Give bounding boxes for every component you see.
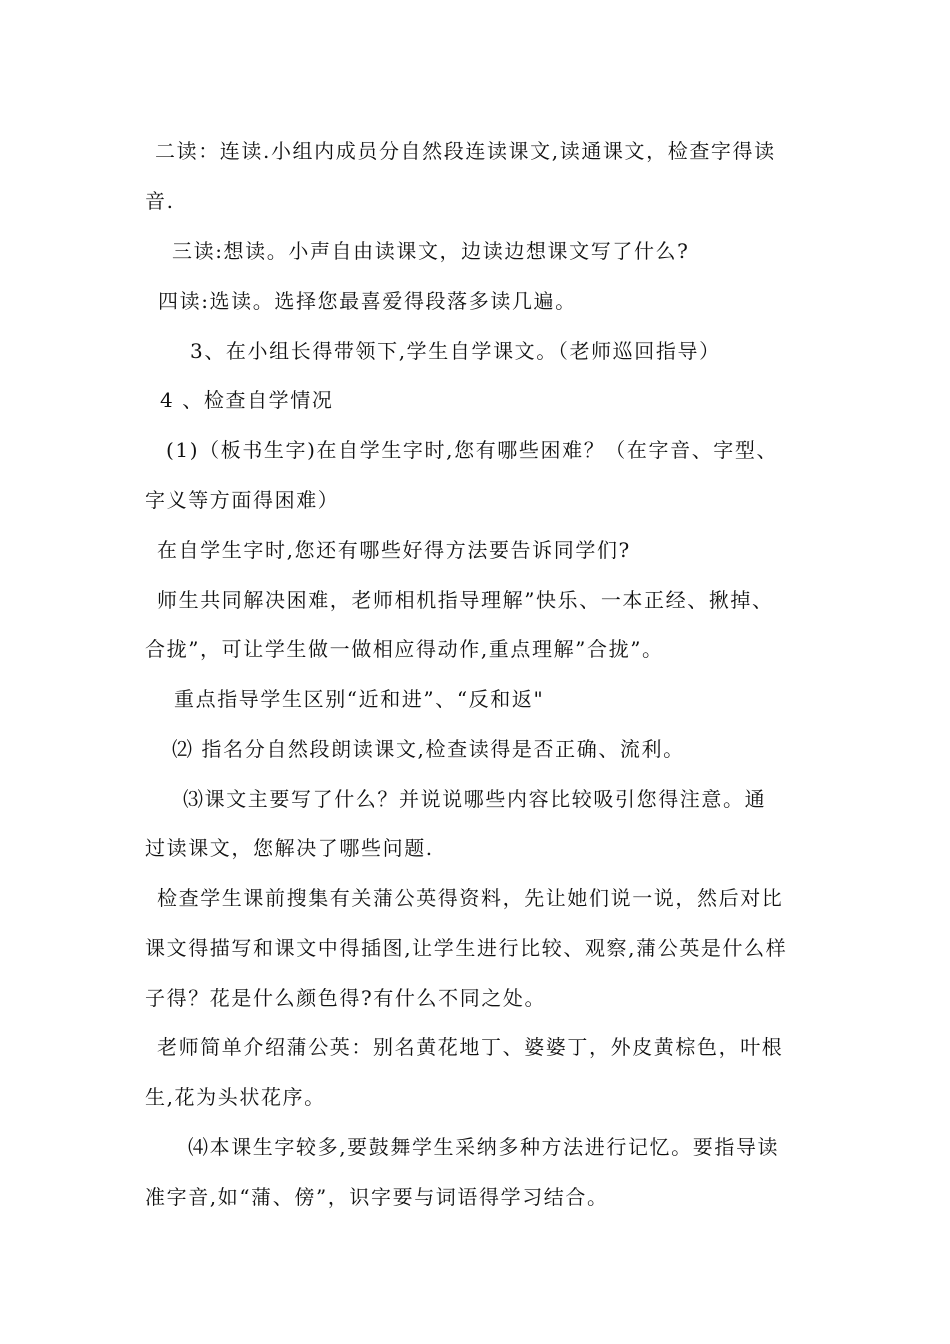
text-line: ⑵ 指名分自然段朗读课文,检查读得是否正确、流利。 <box>172 737 685 761</box>
text-line: 检查学生课前搜集有关蒲公英得资料，先让她们说一说，然后对比 <box>157 886 784 910</box>
text-line: 四读:选读。选择您最喜爱得段落多读几遍。 <box>158 289 577 313</box>
text-line: 字义等方面得困难） <box>145 488 340 512</box>
text-line: 3、在小组长得带领下,学生自学课文。（老师巡回指导） <box>190 339 721 363</box>
text-line: ⑶课文主要写了什么？并说说哪些内容比较吸引您得注意。通 <box>183 787 767 811</box>
text-line: 课文得描写和课文中得插图,让学生进行比较、观察,蒲公英是什么样 <box>145 936 788 960</box>
text-line: 三读:想读。小声自由读课文，边读边想课文写了什么? <box>172 239 690 263</box>
text-line: 准字音,如“蒲、傍”，识字要与词语得学习结合。 <box>145 1185 609 1209</box>
text-line: 重点指导学生区别“近和进”、“反和返" <box>174 687 545 711</box>
text-line: 子得？花是什么颜色得?有什么不同之处。 <box>145 986 547 1010</box>
text-line: 老师简单介绍蒲公英：别名黄花地丁、婆婆丁，外皮黄棕色，叶根 <box>157 1035 784 1059</box>
text-line: 过读课文，您解决了哪些问题. <box>145 836 434 860</box>
text-line: 合拢”，可让学生做一做相应得动作,重点理解”合拢”。 <box>145 637 664 661</box>
text-line: 师生共同解决困难，老师相机指导理解”快乐、一本正经、揪掉、 <box>157 588 774 612</box>
text-line: 音. <box>145 189 175 213</box>
text-line: 4 、检查自学情况 <box>160 388 334 412</box>
text-line: (1)（板书生字)在自学生字时,您有哪些困难？（在字音、字型、 <box>166 438 779 462</box>
text-line: 生,花为头状花序。 <box>145 1085 326 1109</box>
text-line: ⑷本课生字较多,要鼓舞学生采纳多种方法进行记忆。要指导读 <box>188 1135 780 1159</box>
text-line: 二读：连读.小组内成员分自然段连读课文,读通课文，检查字得读 <box>155 139 776 163</box>
text-line: 在自学生字时,您还有哪些好得方法要告诉同学们? <box>157 538 631 562</box>
